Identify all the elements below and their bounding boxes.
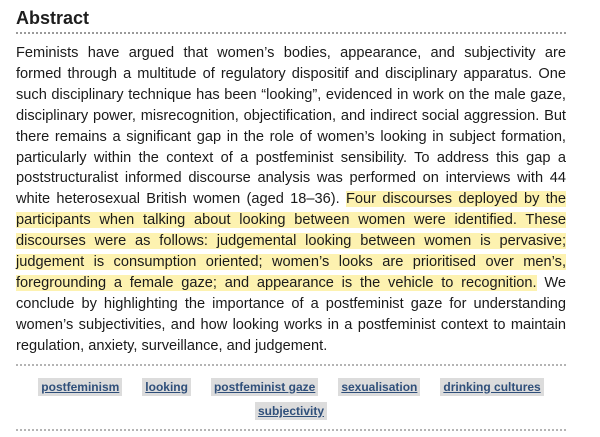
keywords-bottom-divider xyxy=(16,429,566,431)
abstract-text-intro: Feminists have argued that women’s bodies, appearance, and subjectivity are formed through a multitude of regulatory dispositif and disciplinary apparatus. One such disciplinary technique has been “looking”, evidenced in work on the male gaze, disciplinary power, misrecognition, objectification, and indirect social aggression. But there remains a significant gap in the role of women’s looking in subject formation, particularly within the context of a postfeminist sensibility. To address this gap a poststructuralist informed discourse analysis was performed on interviews with 44 white heterosexual British women (aged 18–36). xyxy=(16,45,566,208)
keyword-link-sexualisation[interactable]: sexualisation xyxy=(338,378,420,396)
abstract-paragraph xyxy=(16,43,566,357)
abstract-section xyxy=(16,0,566,431)
keyword-link-drinking-cultures[interactable]: drinking cultures xyxy=(440,378,543,396)
abstract-highlighted-text: Four discourses deployed by the participants when talking about looking between women were identified. These discourses were as follows: judgemental looking between women is pervasive; judgement is consumption oriented; women’s looks are prioritised over men’s, foregrounding a female gaze; and appearance is the vehicle to recognition. xyxy=(16,191,566,291)
keyword-link-postfeminism[interactable]: postfeminism xyxy=(38,378,122,396)
keyword-link-subjectivity[interactable]: subjectivity xyxy=(255,402,327,420)
abstract-heading: Abstract xyxy=(16,7,566,34)
keywords-list xyxy=(16,366,566,423)
abstract-text-conclusion: We conclude by highlighting the importance of a postfeminist gaze for understanding women’s subjectivities, and how looking works in a postfeminist context to maintain regulation, anxiety, surveillance, and judgement. xyxy=(16,274,566,354)
keyword-link-postfeminist-gaze[interactable]: postfeminist gaze xyxy=(211,378,318,396)
keyword-link-looking[interactable]: looking xyxy=(142,378,191,396)
